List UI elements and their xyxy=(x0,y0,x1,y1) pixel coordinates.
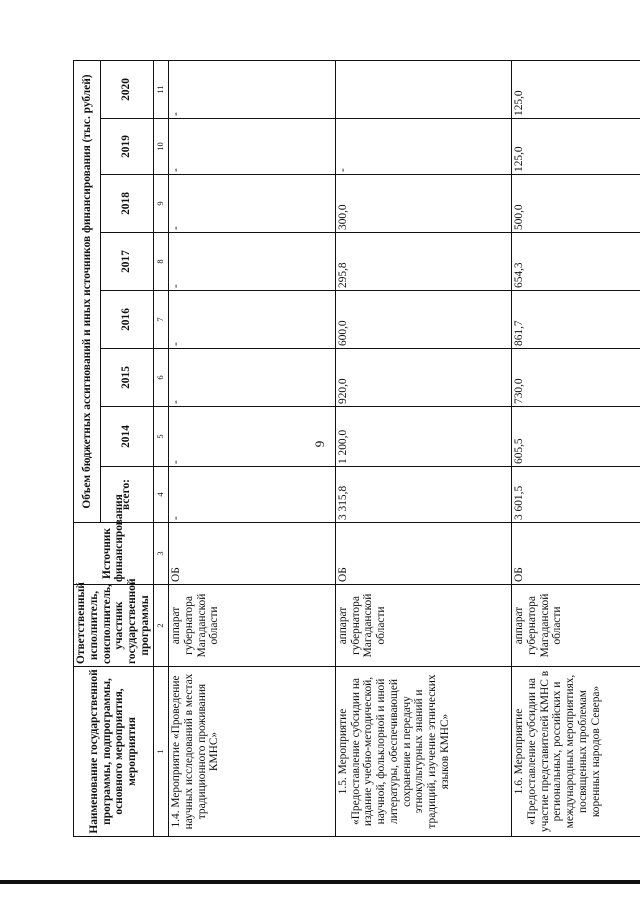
funding-table xyxy=(73,60,640,837)
row-name: 1.6. Мероприятие «Предоставление субсидии на участие представителей КМНС в региональных, российских и международных мероприятиях, посвященных проблемам коренных народов Севера» xyxy=(512,667,640,837)
header-year-2020: 2020 xyxy=(101,60,154,118)
value-2020: 125,0 xyxy=(512,60,640,118)
value-2014: - xyxy=(168,407,335,467)
row-source: ОБ xyxy=(512,523,640,585)
row-executor: аппарат губернатора Магаданской области xyxy=(512,585,640,667)
value-2017: - xyxy=(168,233,335,291)
value-total: 3 315,8 xyxy=(335,467,511,523)
value-total: 3 601,5 xyxy=(512,467,640,523)
value-2017: 654,3 xyxy=(512,233,640,291)
value-2019: - xyxy=(335,119,511,175)
table-row xyxy=(168,60,335,836)
header-source: Источник финансирования xyxy=(74,523,154,585)
scan-edge-line xyxy=(0,880,640,884)
value-total: - xyxy=(168,467,335,523)
column-number: 1 xyxy=(153,667,168,837)
value-2014: 1 200,0 xyxy=(335,407,511,467)
table-row xyxy=(512,60,640,836)
row-name: 1.5. Мероприятие «Предоставление субсидии на издание учебно-методической, научной, фольклорной и иной литературы, обеспечивающей сохранение и передачу этнокультурных знаний и традиций, изучение этнических языков КМНС» xyxy=(335,667,511,837)
header-funding-group: Объем бюджетных ассигнований и иных источников финансирования (тыс. рублей) xyxy=(74,60,101,522)
header-year-2015: 2015 xyxy=(101,349,154,407)
value-2016: - xyxy=(168,291,335,349)
row-source: ОБ xyxy=(335,523,511,585)
header-year-2016: 2016 xyxy=(101,291,154,349)
row-source: ОБ xyxy=(168,523,335,585)
value-2019: 125,0 xyxy=(512,119,640,175)
column-number: 2 xyxy=(153,585,168,667)
value-2016: 861,7 xyxy=(512,291,640,349)
row-executor: аппарат губернатора Магаданской области xyxy=(168,585,335,667)
header-name: Наименование государственной программы, подпрограммы, основного мероприятия, мероприятия xyxy=(74,667,154,837)
column-number: 4 xyxy=(153,467,168,523)
column-number: 6 xyxy=(153,349,168,407)
column-number: 11 xyxy=(153,60,168,118)
table-row xyxy=(335,60,511,836)
header-executor: Ответственный исполнитель, соисполнитель, участник государственной программы xyxy=(74,585,154,667)
value-2018: 500,0 xyxy=(512,175,640,233)
column-number-row xyxy=(153,60,168,836)
value-2016: 600,0 xyxy=(335,291,511,349)
column-number: 10 xyxy=(153,119,168,175)
header-year-2019: 2019 xyxy=(101,119,154,175)
row-executor: аппарат губернатора Магаданской области xyxy=(335,585,511,667)
column-number: 8 xyxy=(153,233,168,291)
value-2018: - xyxy=(168,175,335,233)
column-number: 7 xyxy=(153,291,168,349)
value-2017: 295,8 xyxy=(335,233,511,291)
column-number: 5 xyxy=(153,407,168,467)
value-2014: 605,5 xyxy=(512,407,640,467)
row-name: 1.4. Мероприятие «Проведение научных исследований в местах традиционного проживания КМНС» xyxy=(168,667,335,837)
value-2020: - xyxy=(168,60,335,118)
header-year-2014: 2014 xyxy=(101,407,154,467)
value-2015: 920,0 xyxy=(335,349,511,407)
header-year-2017: 2017 xyxy=(101,233,154,291)
column-number: 3 xyxy=(153,523,168,585)
header-year-2018: 2018 xyxy=(101,175,154,233)
value-2015: 730,0 xyxy=(512,349,640,407)
value-2015: - xyxy=(168,349,335,407)
header-total: всего: xyxy=(101,467,154,523)
page-number: 9 xyxy=(312,440,327,448)
column-number: 9 xyxy=(153,175,168,233)
value-2019: - xyxy=(168,119,335,175)
value-2018: 300,0 xyxy=(335,175,511,233)
value-2020 xyxy=(335,60,511,118)
